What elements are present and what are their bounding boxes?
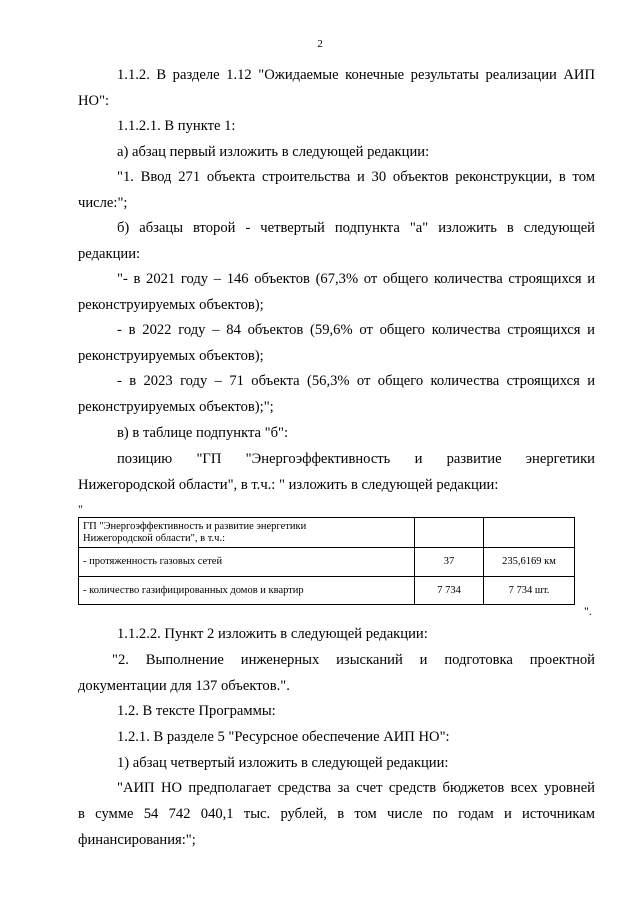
table-cell-program-title bbox=[79, 518, 415, 548]
para-quote-3-line1: "АИП НО предполагает средства за счет средств бюджетов всех уровней bbox=[117, 780, 595, 796]
para-b-line1: б) абзацы второй - четвертый подпункта "а" изложить в следующей bbox=[117, 220, 595, 236]
program-title-line1: ГП "Энергоэффективность и развитие энергетики bbox=[83, 520, 307, 532]
para-2023-line1: - в 2023 году – 71 объекта (56,3% от общего количества строящихся и bbox=[117, 373, 595, 389]
table-cell-gas-networks-length: 235,6169 км bbox=[484, 548, 575, 577]
table-cell-gas-networks: - протяженность газовых сетей bbox=[79, 548, 415, 577]
para-2022-line1: - в 2022 году – 84 объектов (59,6% от общего количества строящихся и bbox=[117, 322, 595, 338]
table-cell bbox=[484, 518, 575, 548]
para-1-1-2-line1: 1.1.2. В разделе 1.12 "Ожидаемые конечные результаты реализации АИП bbox=[117, 67, 595, 83]
para-quote-3-line2: в сумме 54 742 040,1 тыс. рублей, в том числе по годам и источникам bbox=[78, 806, 595, 822]
para-quote-2-line1: "2. Выполнение инженерных изысканий и подготовка проектной bbox=[112, 652, 595, 668]
table-cell-gasified-homes-units: 7 734 шт. bbox=[484, 577, 575, 605]
para-1-1-2-line2: НО": bbox=[78, 93, 110, 109]
para-2023-line2: реконструируемых объектов);"; bbox=[78, 399, 274, 415]
para-1-2: 1.2. В тексте Программы: bbox=[117, 703, 276, 719]
para-a: а) абзац первый изложить в следующей редакции: bbox=[117, 144, 430, 160]
para-quote-1-line2: числе:"; bbox=[78, 195, 128, 211]
para-2022-line2: реконструируемых объектов); bbox=[78, 348, 264, 364]
table-row bbox=[79, 518, 575, 548]
para-2021-line1: "- в 2021 году – 146 объектов (67,3% от общего количества строящихся и bbox=[117, 271, 595, 287]
page-number: 2 bbox=[317, 38, 323, 50]
para-quote-3-line3: финансирования:"; bbox=[78, 832, 196, 848]
para-position-line2: Нижегородской области", в т.ч.: " изложить в следующей редакции: bbox=[78, 477, 499, 493]
para-position-line1: позицию "ГП "Энергоэффективность и развитие энергетики bbox=[117, 451, 595, 467]
table-cell-gas-networks-count: 37 bbox=[415, 548, 484, 577]
para-quote-2-line2: документации для 137 объектов.". bbox=[78, 678, 290, 694]
indicators-table bbox=[78, 517, 575, 605]
table-cell-gasified-homes-count: 7 734 bbox=[415, 577, 484, 605]
program-title-line2: Нижегородской области", в т.ч.: bbox=[83, 532, 226, 544]
table-cell bbox=[415, 518, 484, 548]
para-quote-1-line1: "1. Ввод 271 объекта строительства и 30 объектов реконструкции, в том bbox=[117, 169, 595, 185]
para-1: 1) абзац четвертый изложить в следующей редакции: bbox=[117, 755, 449, 771]
table-cell-gasified-homes: - количество газифицированных домов и квартир bbox=[79, 577, 415, 605]
para-1-2-1: 1.2.1. В разделе 5 "Ресурсное обеспечение АИП НО": bbox=[117, 729, 450, 745]
para-b-line2: редакции: bbox=[78, 246, 141, 262]
table-row bbox=[79, 577, 575, 605]
table-open-quote: " bbox=[78, 502, 83, 516]
para-v: в) в таблице подпункта "б": bbox=[117, 425, 289, 441]
table-row bbox=[79, 548, 575, 577]
para-1-1-2-1: 1.1.2.1. В пункте 1: bbox=[117, 118, 236, 134]
para-1-1-2-2: 1.1.2.2. Пункт 2 изложить в следующей редакции: bbox=[117, 626, 428, 642]
para-2021-line2: реконструируемых объектов); bbox=[78, 297, 264, 313]
table-close-quote: ". bbox=[584, 604, 592, 618]
